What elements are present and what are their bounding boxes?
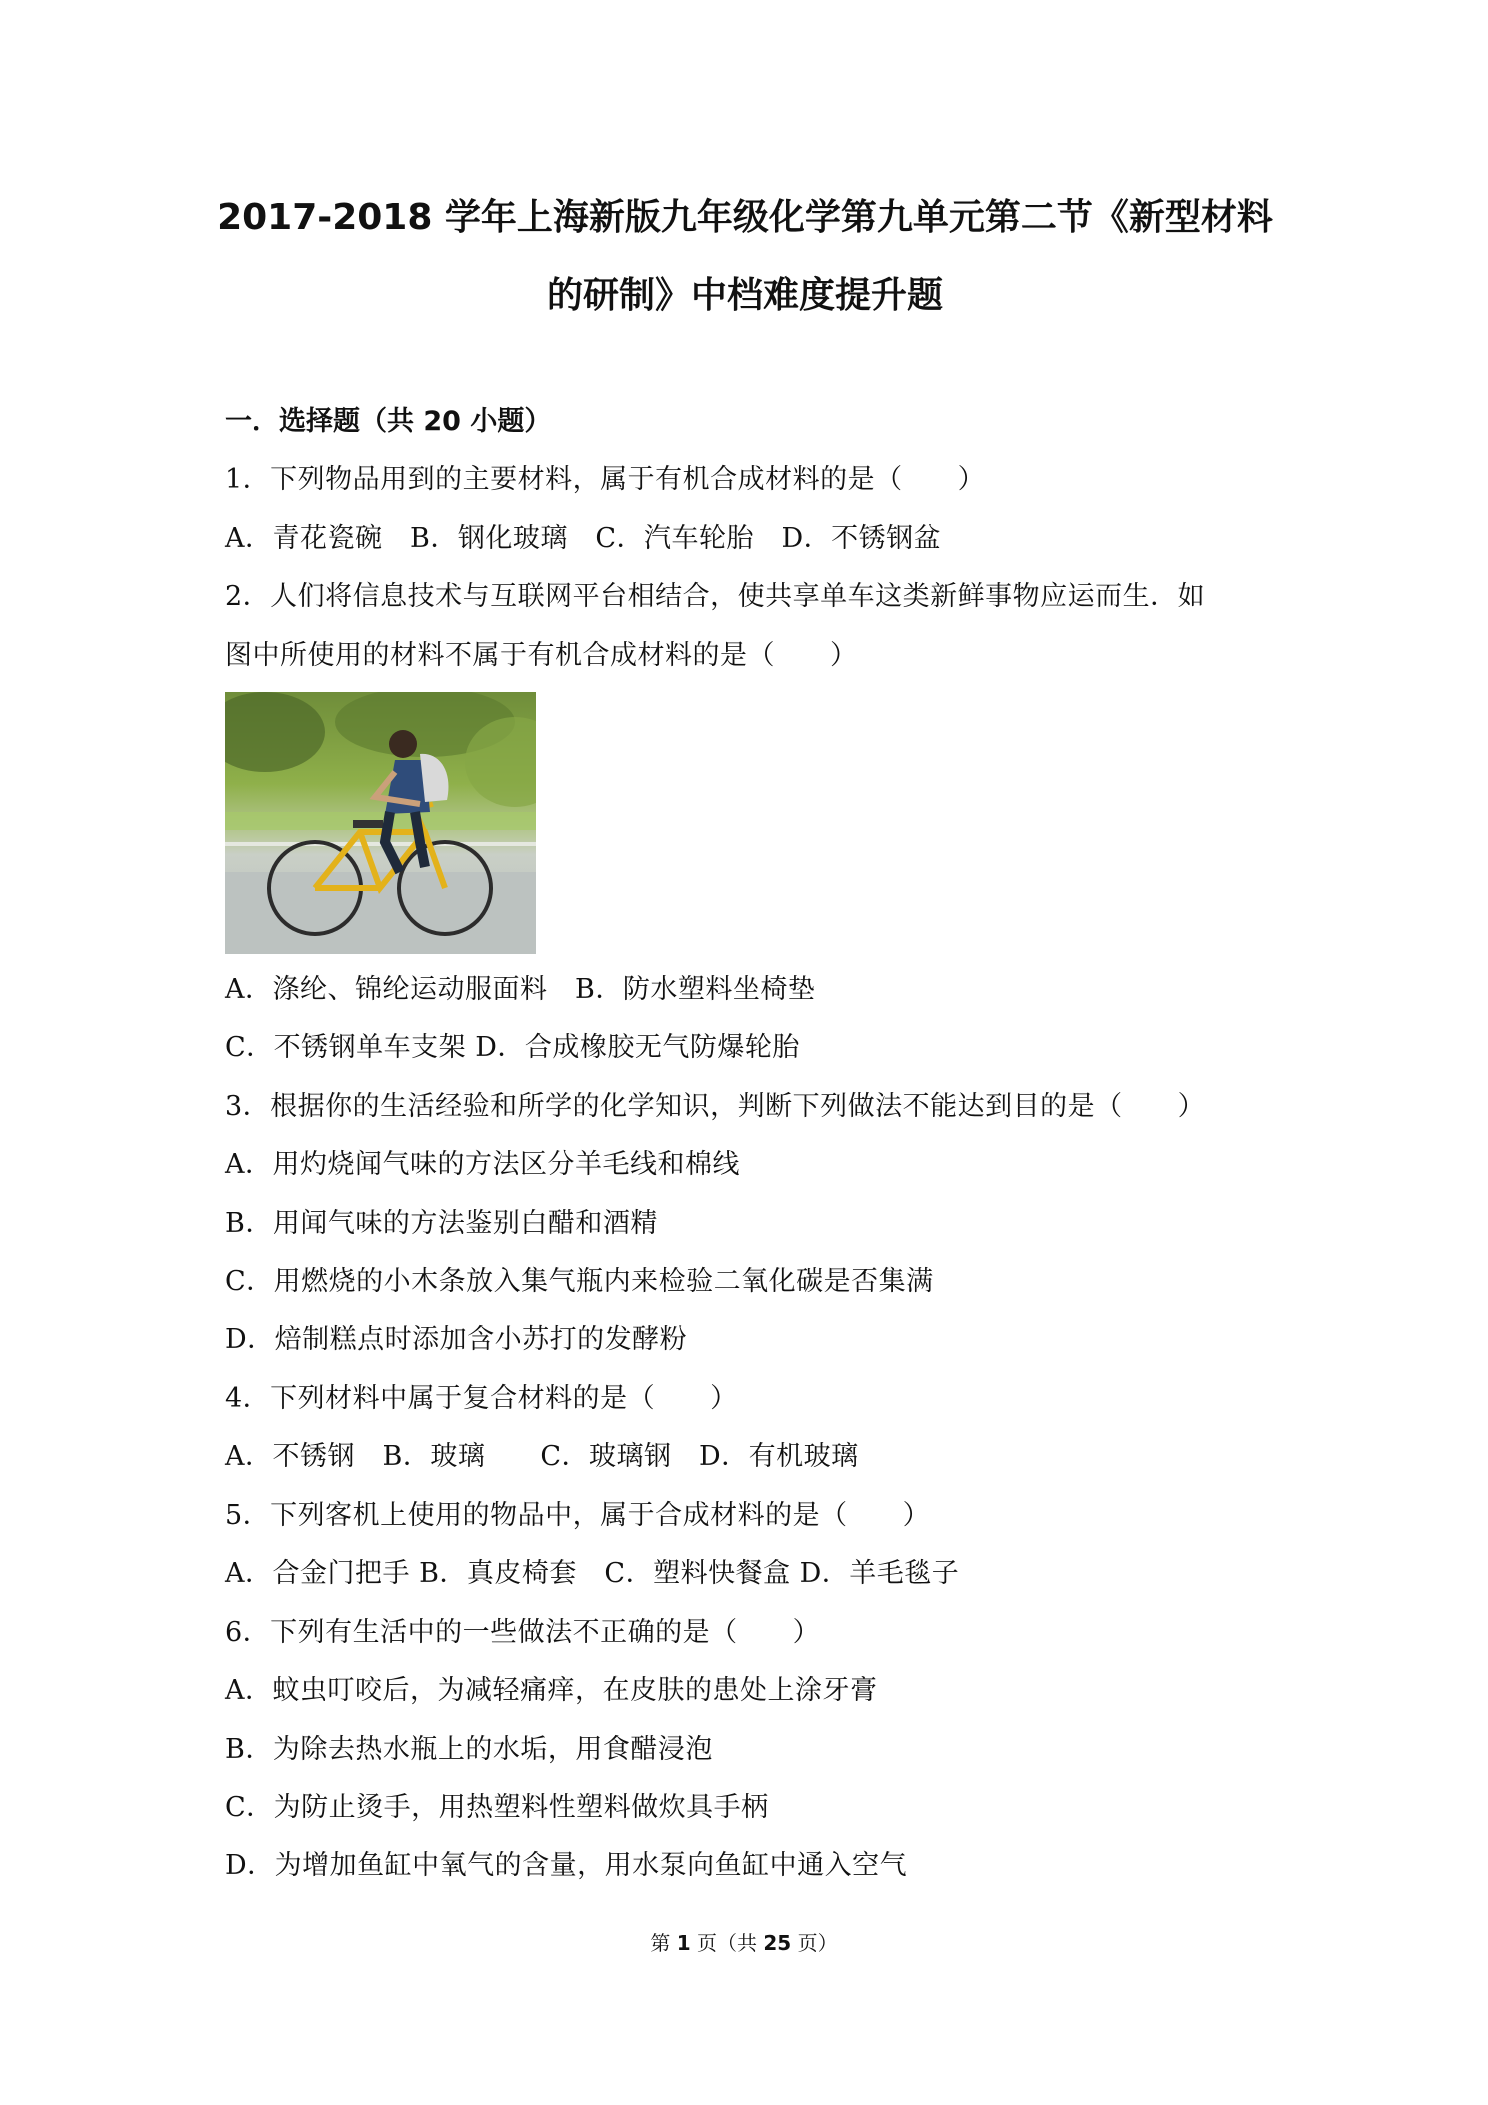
question-4-options: A．不锈钢 B．玻璃 C．玻璃钢 D．有机玻璃 bbox=[225, 1441, 859, 1472]
question-4-stem: 4．下列材料中属于复合材料的是（ ） bbox=[225, 1383, 738, 1414]
footer-prefix: 第 bbox=[650, 1931, 677, 1955]
question-3-option-c: C．用燃烧的小木条放入集气瓶内来检验二氧化碳是否集满 bbox=[225, 1266, 934, 1297]
question-3-stem: 3．根据你的生活经验和所学的化学知识，判断下列做法不能达到目的是（ ） bbox=[225, 1091, 1206, 1122]
question-2-stem-line-2: 图中所使用的材料不属于有机合成材料的是（ ） bbox=[225, 640, 858, 671]
question-5-options: A．合金门把手 B．真皮椅套 C．塑料快餐盒 D．羊毛毯子 bbox=[225, 1558, 960, 1589]
question-5-stem: 5．下列客机上使用的物品中，属于合成材料的是（ ） bbox=[225, 1500, 931, 1531]
question-3-option-a: A．用灼烧闻气味的方法区分羊毛线和棉线 bbox=[225, 1149, 740, 1180]
question-2-stem-line-1: 2．人们将信息技术与互联网平台相结合，使共享单车这类新鲜事物应运而生．如 bbox=[225, 581, 1206, 612]
page-footer bbox=[0, 1930, 1488, 1956]
question-6-option-a: A．蚊虫叮咬后，为减轻痛痒，在皮肤的患处上涂牙膏 bbox=[225, 1675, 878, 1706]
question-2-options-ab: A．涤纶、锦纶运动服面料 B．防水塑料坐椅垫 bbox=[225, 974, 816, 1005]
question-6-stem: 6．下列有生活中的一些做法不正确的是（ ） bbox=[225, 1617, 821, 1648]
question-6-option-c: C．为防止烫手，用热塑料性塑料做炊具手柄 bbox=[225, 1792, 769, 1823]
footer-page-number: 1 bbox=[676, 1931, 691, 1955]
footer-middle: 页（共 bbox=[690, 1931, 764, 1955]
document-title-line-2: 的研制》中档难度提升题 bbox=[546, 275, 943, 316]
question-6-option-b: B．为除去热水瓶上的水垢，用食醋浸泡 bbox=[225, 1734, 713, 1765]
question-1-options: A．青花瓷碗 B．钢化玻璃 C．汽车轮胎 D．不锈钢盆 bbox=[225, 523, 942, 554]
question-3-option-b: B．用闻气味的方法鉴别白醋和酒精 bbox=[225, 1208, 658, 1239]
question-3-option-d: D．焙制糕点时添加含小苏打的发酵粉 bbox=[225, 1324, 688, 1355]
question-6-option-d: D．为增加鱼缸中氧气的含量，用水泵向鱼缸中通入空气 bbox=[225, 1850, 908, 1881]
section-heading: 一．选择题（共 20 小题） bbox=[225, 406, 552, 437]
footer-suffix: 页） bbox=[791, 1931, 838, 1955]
question-1-stem: 1．下列物品用到的主要材料，属于有机合成材料的是（ ） bbox=[225, 464, 986, 495]
bike-sharing-photo bbox=[225, 692, 536, 954]
document-title-line-1: 2017-2018 学年上海新版九年级化学第九单元第二节《新型材料 bbox=[217, 197, 1273, 238]
footer-total-pages: 25 bbox=[763, 1931, 792, 1955]
question-2-options-cd: C．不锈钢单车支架 D．合成橡胶无气防爆轮胎 bbox=[225, 1032, 800, 1063]
